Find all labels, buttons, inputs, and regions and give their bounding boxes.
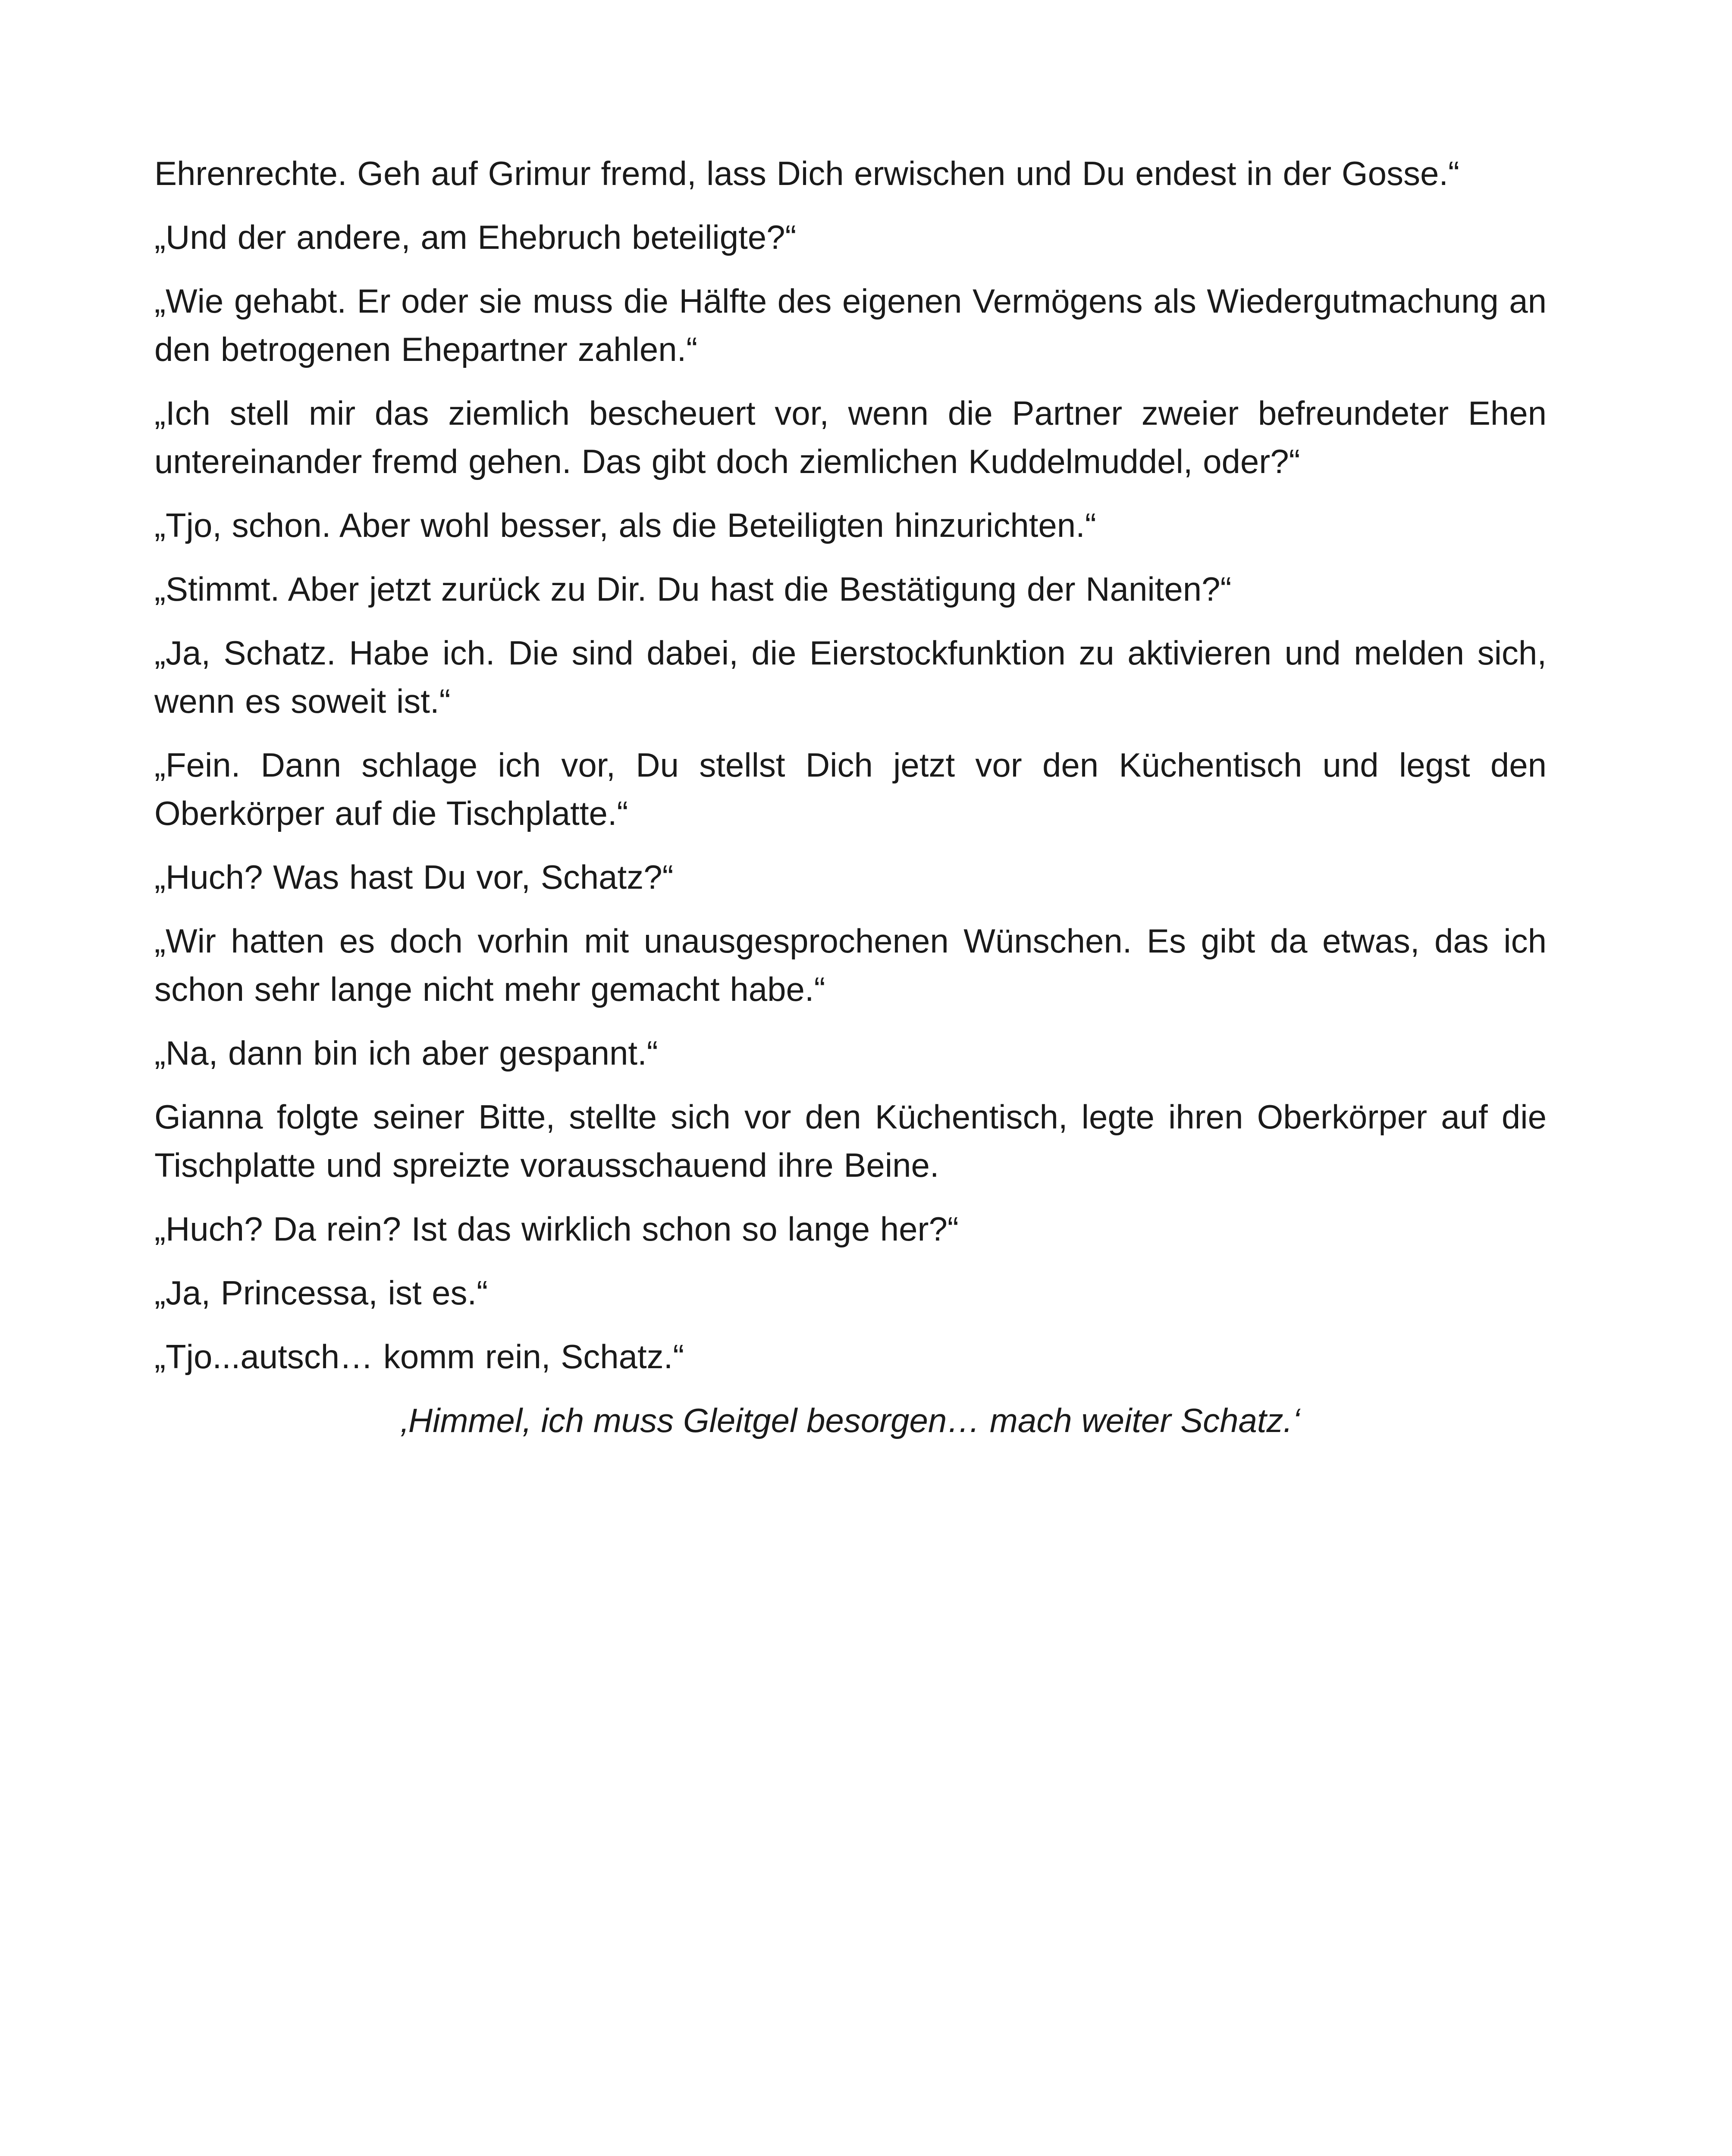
paragraph: Ehrenrechte. Geh auf Grimur fremd, lass Dich erwischen und Du endest in der Gosse.“ <box>154 154 1459 192</box>
paragraph: „Tjo, schon. Aber wohl besser, als die Beteiligten hinzurichten.“ <box>154 506 1096 544</box>
paragraph: „Fein. Dann schlage ich vor, Du stellst Dich jetzt vor den Küchentisch und legst den Oberkörper auf die Tischplatte.“ <box>154 746 1547 832</box>
paragraph: „Wir hatten es doch vorhin mit unausgesprochenen Wünschen. Es gibt da etwas, das ich schon sehr lange nicht mehr gemacht habe.“ <box>154 922 1547 1008</box>
paragraph: „Wie gehabt. Er oder sie muss die Hälfte des eigenen Vermögens als Wiedergutmachung an den betrogenen Ehepartner zahlen.“ <box>154 282 1547 368</box>
paragraph: „Huch? Da rein? Ist das wirklich schon so lange her?“ <box>154 1210 959 1248</box>
paragraph: Gianna folgte seiner Bitte, stellte sich vor den Küchentisch, legte ihren Oberkörper auf die Tischplatte und spreizte vorausschauend ihre Beine. <box>154 1098 1547 1184</box>
body-text <box>154 149 1547 1445</box>
paragraph: „Na, dann bin ich aber gespannt.“ <box>154 1034 658 1072</box>
italic-thought: ‚Himmel, ich muss Gleitgel besorgen… mach weiter Schatz.‘ <box>401 1401 1300 1439</box>
paragraph: „Tjo...autsch… komm rein, Schatz.“ <box>154 1338 684 1376</box>
paragraph: „Und der andere, am Ehebruch beteiligte?“ <box>154 218 797 256</box>
paragraph: „Stimmt. Aber jetzt zurück zu Dir. Du hast die Bestätigung der Naniten?“ <box>154 570 1232 608</box>
paragraph: „Ja, Princessa, ist es.“ <box>154 1274 488 1312</box>
paragraph: „Ich stell mir das ziemlich bescheuert vor, wenn die Partner zweier befreundeter Ehen untereinander fremd gehen. Das gibt doch ziemlichen Kuddelmuddel, oder?“ <box>154 394 1547 480</box>
paragraph: „Huch? Was hast Du vor, Schatz?“ <box>154 858 674 896</box>
paragraph: „Ja, Schatz. Habe ich. Die sind dabei, die Eierstockfunktion zu aktivieren und melden sich, wenn es soweit ist.“ <box>154 634 1547 720</box>
